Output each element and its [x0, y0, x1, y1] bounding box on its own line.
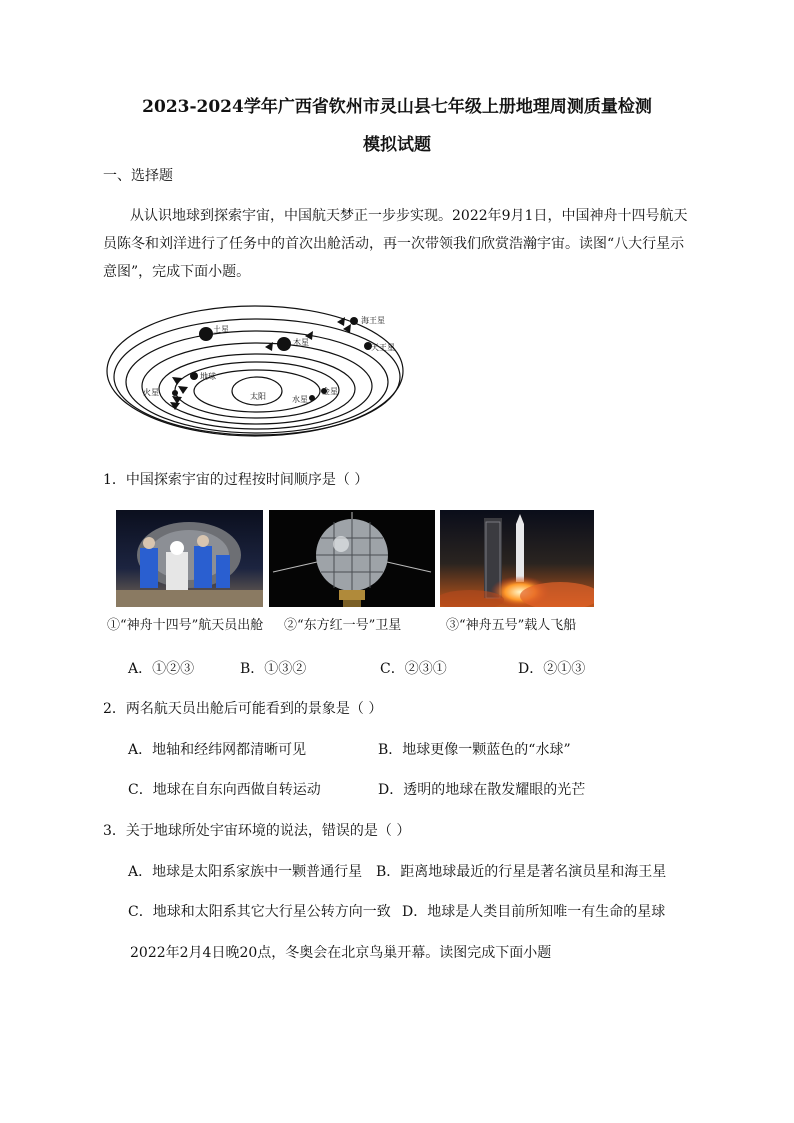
page-title-line2: 模拟试题: [363, 135, 431, 155]
earth-dot: [190, 372, 198, 380]
mercury-label: 水星: [292, 395, 308, 404]
intro-line-1: 从认识地球到探索宇宙，中国航天梦正一步步实现。2022年9月1日，中国神舟十四号航天: [130, 208, 688, 224]
intro-2: 2022年2月4日晚20点，冬奥会在北京鸟巢开幕。读图完成下面小题: [130, 945, 552, 961]
neptune-label: 海王星: [361, 316, 385, 325]
q3-option-c[interactable]: C．地球和太阳系其它大行星公转方向一致: [128, 904, 391, 920]
question-1: 1．中国探索宇宙的过程按时间顺序是（ ）: [103, 472, 369, 488]
saturn-dot: [199, 327, 213, 341]
jupiter-label: 木星: [293, 338, 309, 347]
q3-option-b[interactable]: B．距离地球最近的行星是著名演员星和海王星: [376, 864, 667, 880]
page-title-line1: 2023-2024学年广西省钦州市灵山县七年级上册地理周测质量检测: [142, 97, 652, 117]
solar-system-diagram: [105, 300, 405, 442]
photo-satellite: [269, 510, 435, 607]
uranus-label: 天王星: [371, 343, 395, 352]
jupiter-dot: [277, 337, 291, 351]
mars-dot: [172, 390, 178, 396]
venus-label: 金星: [322, 387, 338, 396]
earth-label: 地球: [200, 372, 216, 381]
q2-option-a[interactable]: A．地轴和经纬网都清晰可见: [128, 742, 307, 758]
q2-option-d[interactable]: D．透明的地球在散发耀眼的光芒: [378, 782, 586, 798]
photo-caption-1: ①“神舟十四号”航天员出舱: [107, 618, 264, 633]
question-3: 3．关于地球所处宇宙环境的说法，错误的是（ ）: [103, 823, 411, 839]
saturn-label: 土星: [213, 325, 229, 334]
mercury-dot: [309, 395, 315, 401]
q1-option-b[interactable]: B．①③②: [240, 661, 307, 677]
q3-option-d[interactable]: D．地球是人类目前所知唯一有生命的星球: [402, 904, 666, 920]
question-2: 2．两名航天员出舱后可能看到的景象是（ ）: [103, 701, 383, 717]
q1-option-d[interactable]: D．②①③: [518, 661, 586, 677]
section-heading: 一、选择题: [103, 168, 173, 184]
intro-line-2: 员陈冬和刘洋进行了任务中的首次出舱活动，再一次带领我们欣赏浩瀚宇宙。读图“八大行星示: [103, 236, 685, 252]
q2-option-c[interactable]: C．地球在自东向西做自转运动: [128, 782, 321, 798]
photo-caption-3: ③“神舟五号”载人飞船: [446, 618, 577, 633]
mars-label: 火星: [143, 388, 159, 397]
sun-label: 太阳: [250, 392, 266, 401]
photo-caption-2: ②“东方红一号”卫星: [284, 618, 402, 633]
neptune-dot: [350, 317, 358, 325]
intro-line-3: 意图”，完成下面小题。: [103, 264, 251, 280]
q1-option-c[interactable]: C．②③①: [380, 661, 447, 677]
q1-option-a[interactable]: A．①②③: [128, 661, 195, 677]
photo-astronauts: [116, 510, 263, 607]
q2-option-b[interactable]: B．地球更像一颗蓝色的“水球”: [378, 742, 571, 758]
photo-rocket-launch: [440, 510, 594, 607]
q3-option-a[interactable]: A．地球是太阳系家族中一颗普通行星: [128, 864, 363, 880]
